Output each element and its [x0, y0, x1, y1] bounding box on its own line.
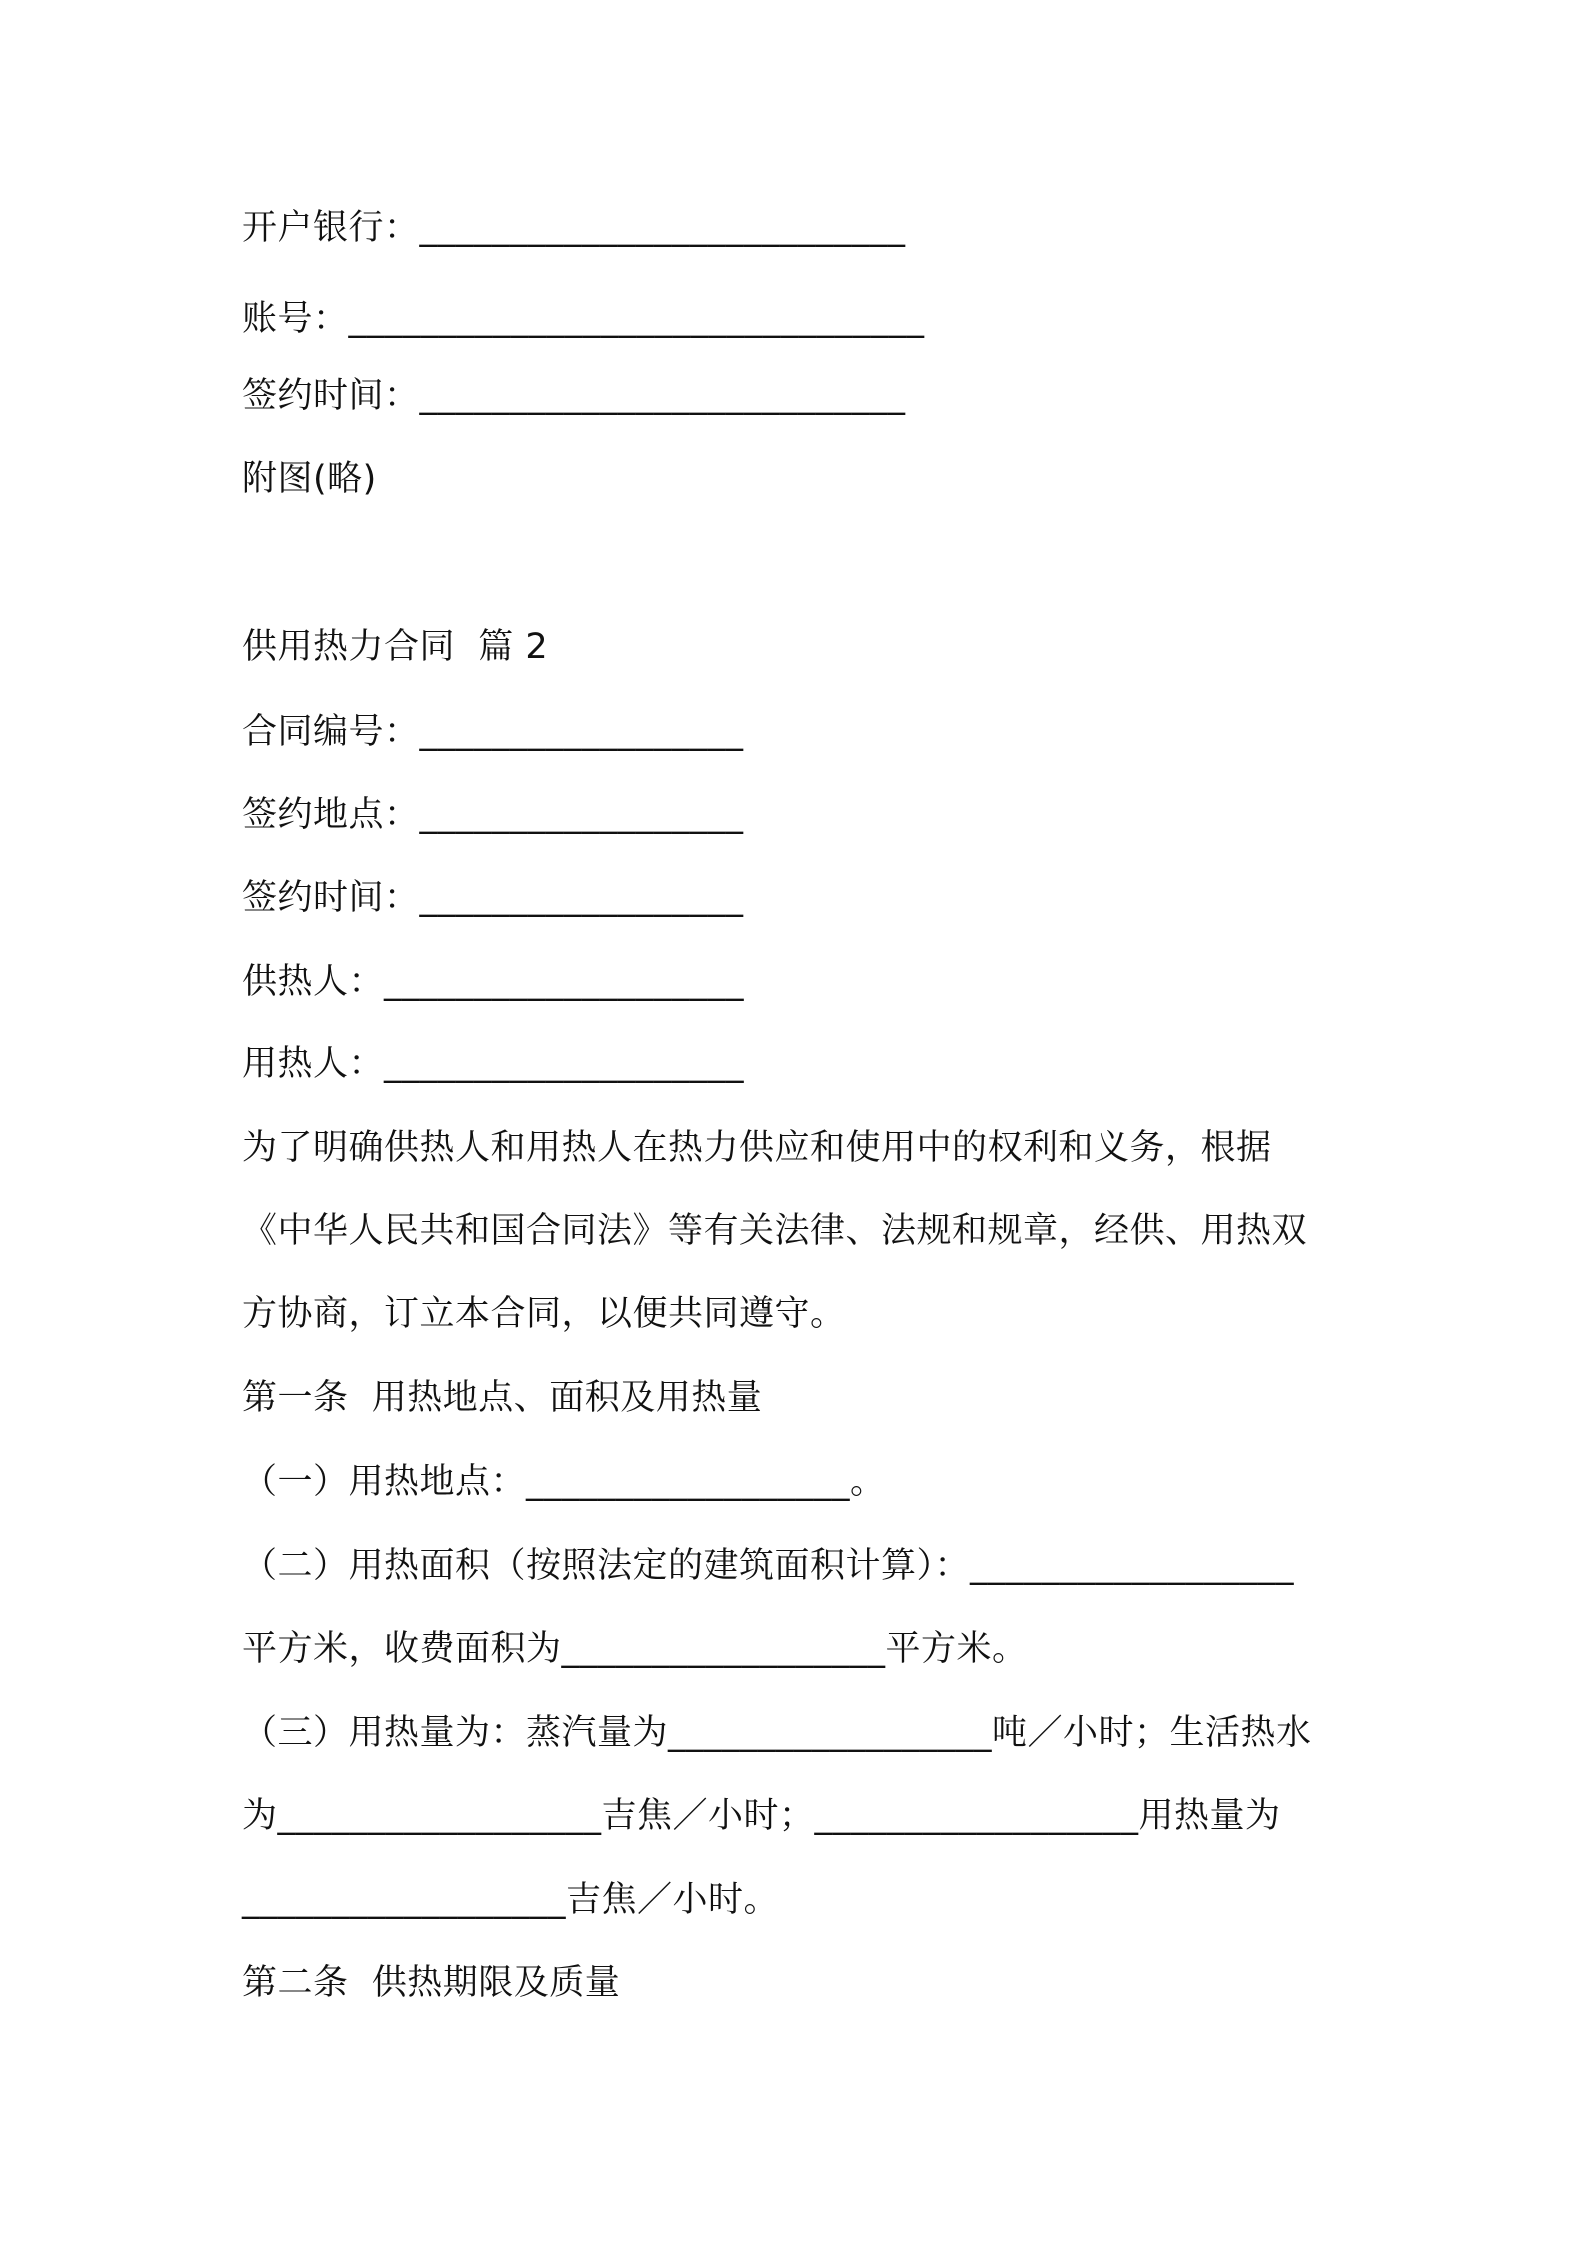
clause-1-3-continued: __________________吉焦／小时。: [242, 1880, 780, 1920]
attachment-note: 附图(略): [242, 459, 377, 499]
bank-field: 开户银行：___________________________: [242, 208, 906, 248]
signing-time-field-2: 签约时间：__________________: [242, 878, 744, 918]
intro-paragraph-line: 为了明确供热人和用热人在热力供应和使用中的权利和义务，根据: [242, 1128, 1272, 1168]
intro-paragraph-line: 方协商，订立本合同，以便共同遵守。: [242, 1294, 846, 1334]
clause-1-2-continued: 平方米，收费面积为__________________平方米。: [242, 1629, 1028, 1669]
intro-paragraph-line: 《中华人民共和国合同法》等有关法律、法规和规章，经供、用热双: [242, 1211, 1308, 1251]
contract-number-field: 合同编号：__________________: [242, 712, 744, 752]
heat-user-field: 用热人：____________________: [242, 1044, 745, 1084]
clause-1-2: （二）用热面积（按照法定的建筑面积计算）：__________________: [242, 1546, 1295, 1586]
heat-supplier-field: 供热人：____________________: [242, 962, 745, 1002]
clause-1-1: （一）用热地点：__________________。: [242, 1462, 886, 1502]
section-title: 供用热力合同 篇 2: [242, 627, 549, 667]
clause-1-3-continued: 为__________________吉焦／小时；__________________用热量为: [242, 1796, 1281, 1836]
signing-place-field: 签约地点：__________________: [242, 795, 744, 835]
clause-1-3: （三）用热量为：蒸汽量为__________________吨／小时；生活热水: [242, 1713, 1312, 1753]
article-2-heading: 第二条 供热期限及质量: [242, 1963, 621, 2003]
article-1-heading: 第一条 用热地点、面积及用热量: [242, 1378, 763, 1418]
account-field: 账号：________________________________: [242, 299, 925, 339]
signing-time-field: 签约时间：___________________________: [242, 376, 906, 416]
